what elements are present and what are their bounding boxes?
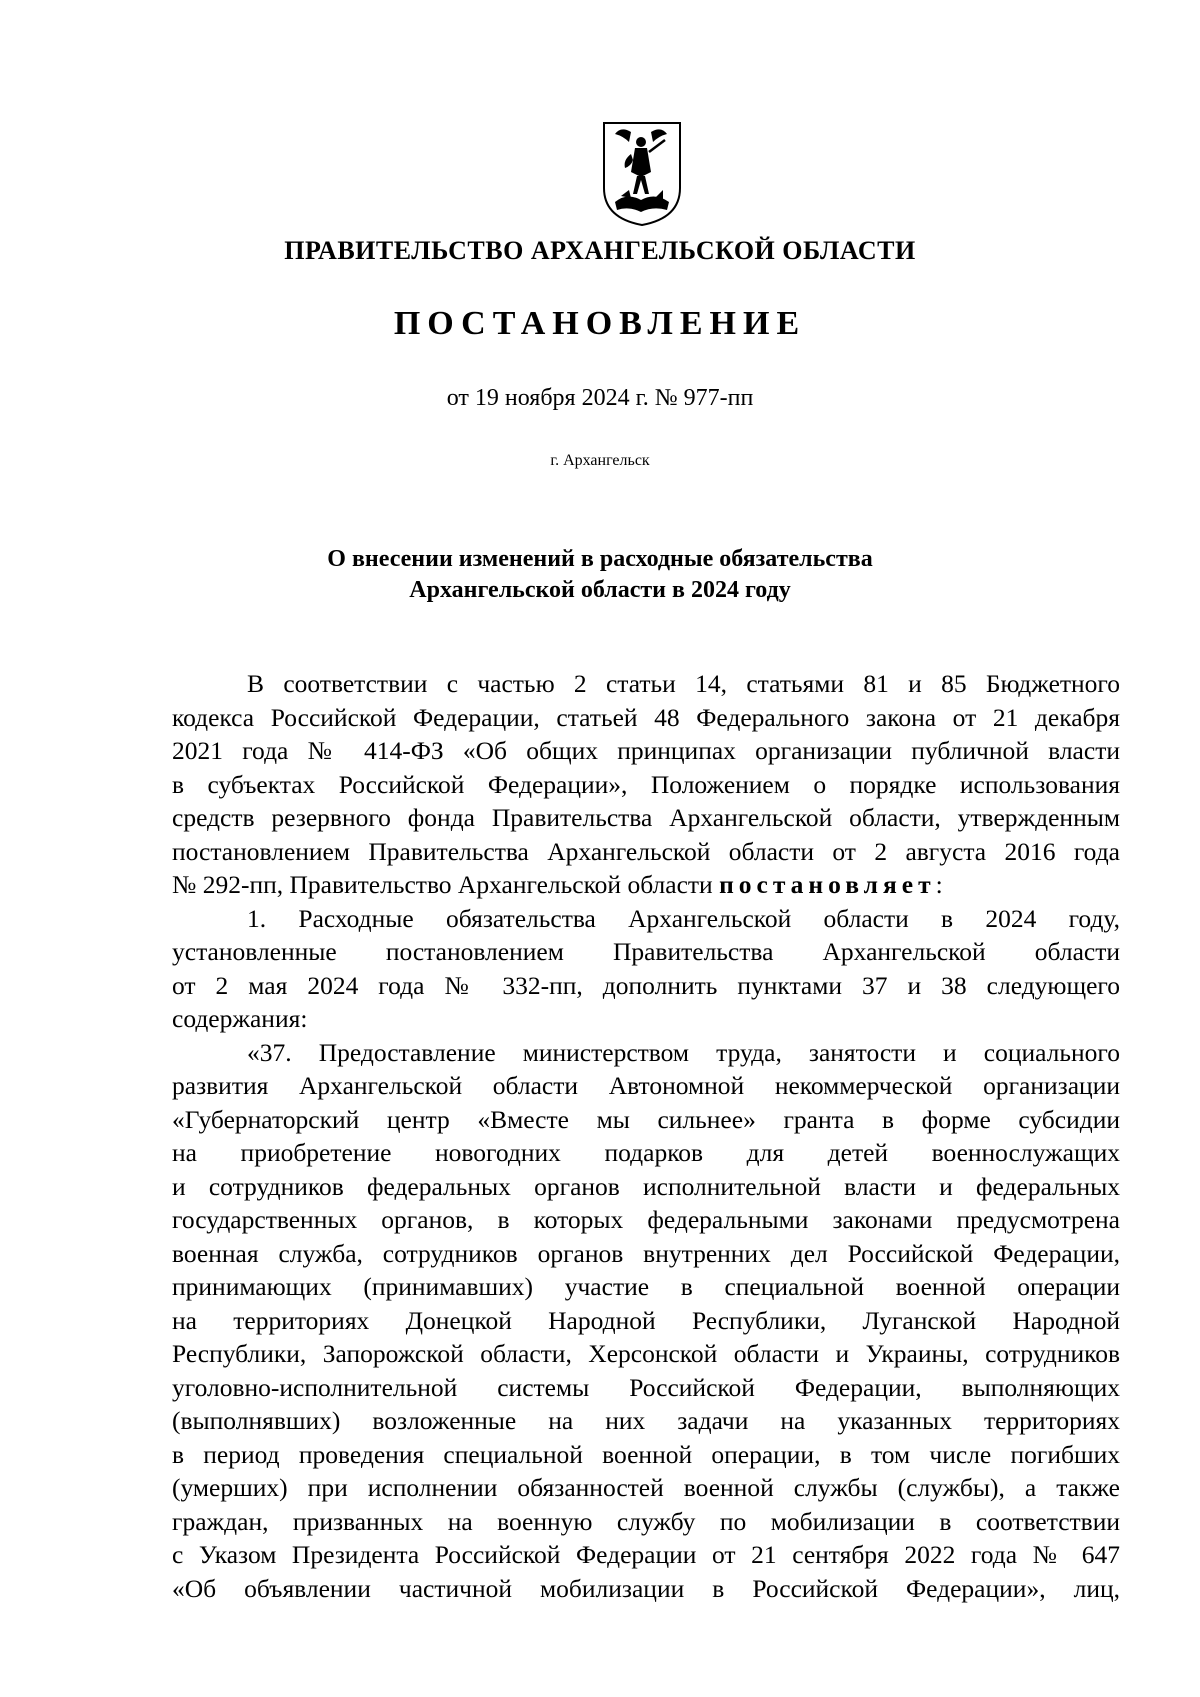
body-line: граждан, призванных на военную службу по мобилизации в соответствии xyxy=(172,1506,1120,1536)
body-line: с Указом Президента Российской Федерации от 21 сентября 2022 года № 647 xyxy=(172,1540,1120,1569)
body-line: в субъектах Российской Федерации», Положением о порядке использования xyxy=(172,769,1120,799)
body-line: «Губернаторский центр «Вместе мы сильнее» гранта в форме субсидии xyxy=(172,1104,1120,1134)
body-line: (выполнявших) возложенные на них задачи на указанных территориях xyxy=(172,1406,1120,1435)
body-line: (умерших) при исполнении обязанностей военной службы (службы), а также xyxy=(172,1473,1120,1502)
document-title-line: О внесении изменений в расходные обязательства xyxy=(327,546,873,572)
body-line: содержания: xyxy=(172,1004,308,1033)
document-title-line: Архангельской области в 2024 году xyxy=(409,577,791,603)
body-line: «Об объявлении частичной мобилизации в Российской Федерации», лиц, xyxy=(172,1573,1120,1603)
document-body xyxy=(172,667,1120,1605)
body-line: уголовно-исполнительной системы Российской Федерации, выполняющих xyxy=(172,1372,1120,1402)
body-line: развития Архангельской области Автономной некоммерческой организации xyxy=(172,1071,1120,1100)
body-line: 1. Расходные обязательства Архангельской области в 2024 году, xyxy=(247,903,1120,933)
resolution-text: № 292-пп, Правительство Архангельской области xyxy=(172,870,713,899)
body-line: военная служба, сотрудников органов внутренних дел Российской Федерации, xyxy=(172,1238,1120,1268)
document-date-number: от 19 ноября 2024 г. № 977-пп xyxy=(446,385,754,411)
body-line: В соответствии с частью 2 статьи 14, статьями 81 и 85 Бюджетного xyxy=(247,669,1120,698)
body-line: на приобретение новогодних подарков для детей военнослужащих xyxy=(172,1138,1120,1167)
organization-name: ПРАВИТЕЛЬСТВО АРХАНГЕЛЬСКОЙ ОБЛАСТИ xyxy=(284,236,916,265)
body-line: государственных органов, в которых федеральными законами предусмотрена xyxy=(172,1205,1120,1234)
body-line: установленные постановлением Правительства Архангельской области xyxy=(172,937,1120,966)
body-line: постановлением Правительства Архангельской области от 2 августа 2016 года xyxy=(172,836,1120,866)
body-line: на территориях Донецкой Народной Республики, Луганской Народной xyxy=(172,1305,1120,1335)
body-line: и сотрудников федеральных органов исполнительной власти и федеральных xyxy=(172,1171,1120,1201)
document-city: г. Архангельск xyxy=(550,452,650,469)
body-line: «37. Предоставление министерством труда, занятости и социального xyxy=(247,1037,1120,1067)
coat-of-arms-icon xyxy=(601,120,683,228)
resolution-colon: : xyxy=(935,870,943,899)
body-line: кодекса Российской Федерации, статьей 48 Федерального закона от 21 декабря xyxy=(172,702,1120,732)
resolution-keyword: постановляет xyxy=(719,870,936,899)
body-line: средств резервного фонда Правительства Архангельской области, утвержденным xyxy=(172,803,1120,832)
document-type: ПОСТАНОВЛЕНИЕ xyxy=(393,305,807,342)
body-line: Республики, Запорожской области, Херсонской области и Украины, сотрудников xyxy=(172,1339,1120,1368)
body-line: принимающих (принимавших) участие в специальной военной операции xyxy=(172,1272,1120,1301)
document-title xyxy=(0,544,1200,606)
body-line: 2021 года № 414-ФЗ «Об общих принципах организации публичной власти xyxy=(172,736,1120,765)
body-line-resolution xyxy=(172,868,1120,902)
body-line: от 2 мая 2024 года № 332-пп, дополнить пунктами 37 и 38 следующего xyxy=(172,970,1120,1000)
body-line: в период проведения специальной военной операции, в том числе погибших xyxy=(172,1439,1120,1469)
